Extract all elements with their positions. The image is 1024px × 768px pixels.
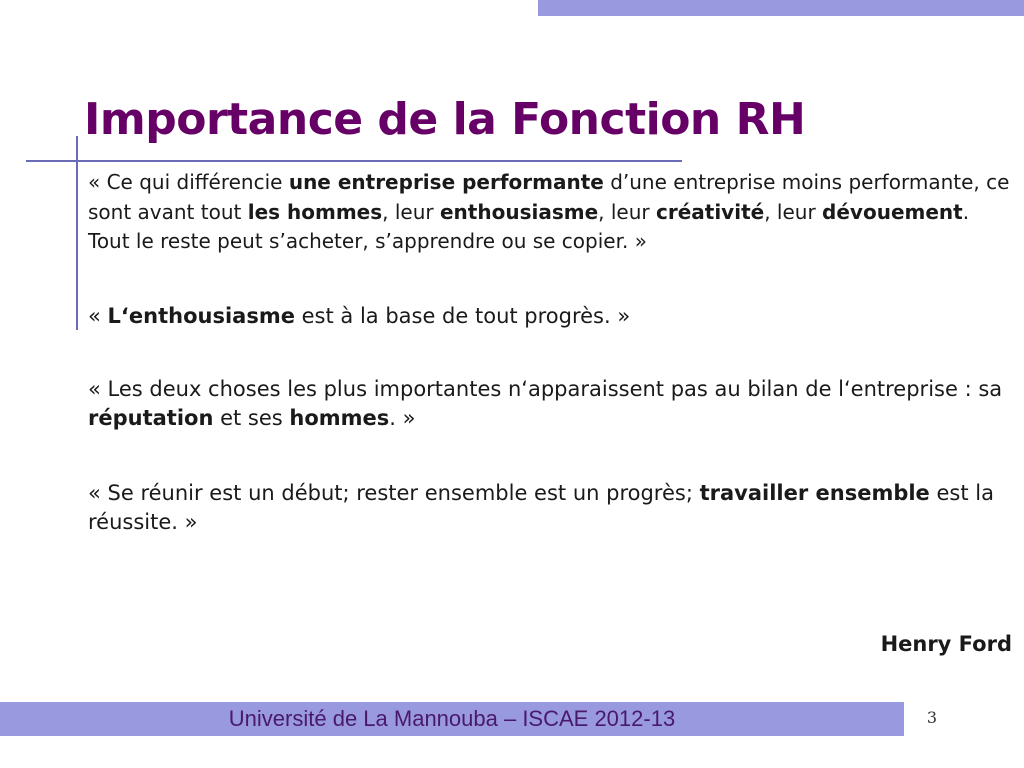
- quote-emphasis: travailler ensemble: [699, 480, 930, 505]
- quote-paragraph: [88, 375, 1014, 433]
- top-accent-bar: [538, 0, 1024, 16]
- quote-paragraph: [88, 479, 1014, 537]
- quote-text: «: [88, 303, 108, 328]
- quote-text: , leur: [764, 199, 823, 224]
- quotes-container: [88, 168, 1014, 537]
- quote-text: « Les deux choses les plus importantes n‘apparaissent pas au bilan de l‘entreprise : sa: [88, 376, 1003, 401]
- quote-emphasis: hommes: [289, 405, 390, 430]
- quote-text: « Ce qui différencie: [88, 170, 289, 194]
- slide-title: Importance de la Fonction RH: [84, 94, 806, 145]
- quote-emphasis: une entreprise performante: [288, 170, 604, 194]
- footer-text: Université de La Mannouba – ISCAE 2012-13: [228, 706, 676, 731]
- page-number: 3: [926, 708, 938, 727]
- quote-text: est à la base de tout progrès. »: [294, 303, 631, 328]
- quote-text: « Se réunir est un début; rester ensemble est un progrès;: [88, 480, 700, 505]
- quote-text: , leur: [382, 199, 440, 224]
- quote-emphasis: réputation: [88, 405, 214, 430]
- footer-bar: [0, 702, 904, 736]
- quote-emphasis: créativité: [655, 199, 765, 224]
- title-underline: [26, 160, 682, 162]
- quote-text: . »: [389, 405, 416, 430]
- quote-emphasis: L‘enthousiasme: [107, 303, 295, 328]
- quote-text: est la réussite. »: [88, 480, 994, 534]
- quote-text: , leur: [598, 199, 656, 224]
- quote-text: . Tout le reste peut s’acheter, s’apprendre ou se copier. »: [88, 199, 970, 253]
- quote-emphasis: dévouement: [822, 199, 963, 224]
- vertical-accent-line: [76, 136, 78, 330]
- quote-emphasis: les hommes: [247, 199, 383, 224]
- quote-paragraph: [88, 168, 1014, 257]
- quote-author: Henry Ford: [880, 632, 1012, 656]
- quote-text: d’une entreprise moins performante, ce sont avant tout: [88, 170, 1010, 224]
- quote-text: et ses: [213, 405, 290, 430]
- quote-paragraph: [88, 302, 1014, 331]
- quote-emphasis: enthousiasme: [439, 199, 599, 224]
